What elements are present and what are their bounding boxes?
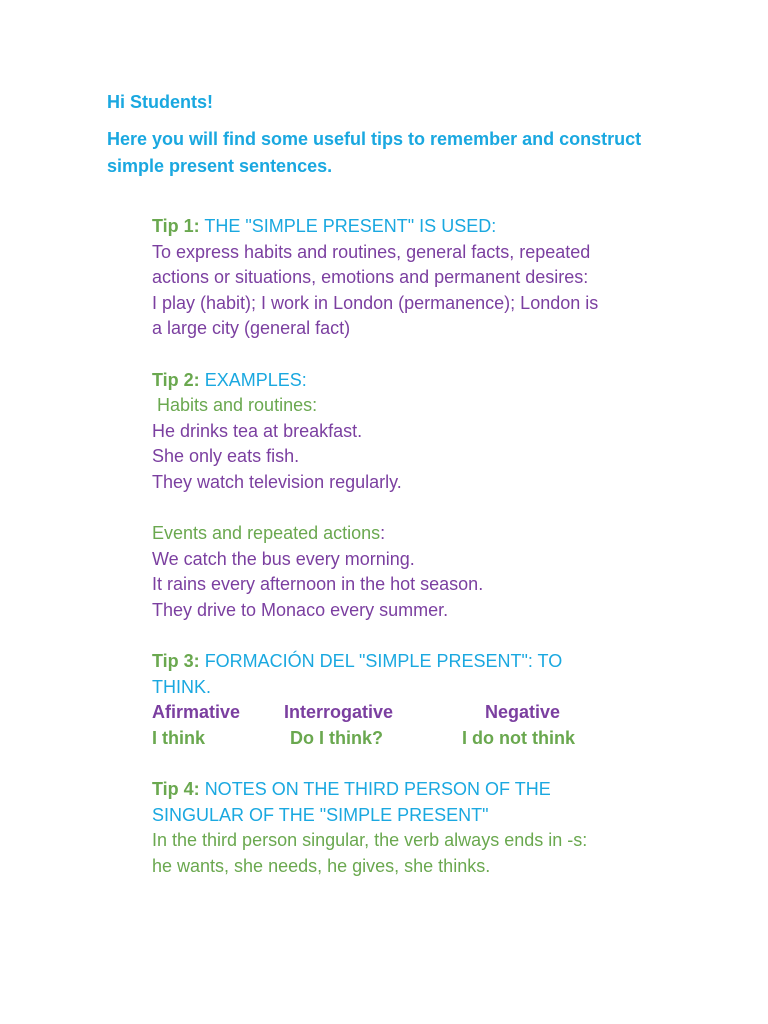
example-line: He drinks tea at breakfast. (152, 420, 363, 441)
header-afirmative: Afirmative (152, 702, 241, 723)
intro-paragraph: Here you will find some useful tips to remember and construct simple present sentences. (107, 129, 642, 176)
tip4-heading (152, 777, 712, 803)
tip3-title-line1: FORMACIÓN DEL "SIMPLE PRESENT": TO (204, 651, 563, 672)
tip1-line: To express habits and routines, general facts, repeated (152, 241, 591, 262)
tip2-label: Tip 2: (152, 369, 200, 390)
tip4-label: Tip 4: (152, 779, 200, 800)
tip2-group2-heading (152, 521, 712, 547)
header-interrogative: Interrogative (284, 702, 394, 723)
example-line: It rains every afternoon in the hot season. (152, 574, 484, 595)
example-negative: I do not think (462, 727, 575, 748)
conjugation-example-row (152, 726, 712, 752)
example-line: We catch the bus every morning. (152, 548, 415, 569)
example-line: She only eats fish. (152, 446, 300, 467)
tip1-line: a large city (general fact) (152, 318, 351, 339)
tip4-title-line1: NOTES ON THE THIRD PERSON OF THE (204, 779, 551, 800)
example-line: They drive to Monaco every summer. (152, 599, 449, 620)
conjugation-header-row (152, 700, 712, 726)
tip4-title-line2: SINGULAR OF THE "SIMPLE PRESENT" (152, 804, 489, 825)
tip2-group2-heading-text: Events and repeated actions (152, 523, 381, 544)
tip3-label: Tip 3: (152, 651, 200, 672)
tip2-title: EXAMPLES: (204, 369, 307, 390)
tip1-title: THE "SIMPLE PRESENT" IS USED: (204, 216, 497, 236)
tips-section (152, 214, 712, 879)
example-line: They watch television regularly. (152, 471, 402, 492)
tip4-line: In the third person singular, the verb always ends in -s: (152, 830, 588, 851)
tip4-line: he wants, she needs, he gives, she thinks. (152, 855, 491, 876)
example-interrogative: Do I think? (290, 727, 383, 748)
greeting-heading: Hi Students! (107, 92, 213, 112)
example-afirmative: I think (152, 727, 205, 748)
tip3-title-line2: THINK. (152, 676, 212, 697)
tip1-line: I play (habit); I work in London (permanence); London is (152, 292, 599, 313)
tip2-group2-colon: : (380, 523, 386, 544)
tip1-line: actions or situations, emotions and permanent desires: (152, 267, 589, 288)
header-negative: Negative (485, 702, 561, 723)
tip2-group1-heading: Habits and routines: (152, 395, 318, 416)
tip2-heading (152, 368, 712, 394)
tip1-heading (152, 214, 712, 240)
tip3-heading (152, 649, 712, 675)
tip1-label: Tip 1: (152, 216, 200, 236)
